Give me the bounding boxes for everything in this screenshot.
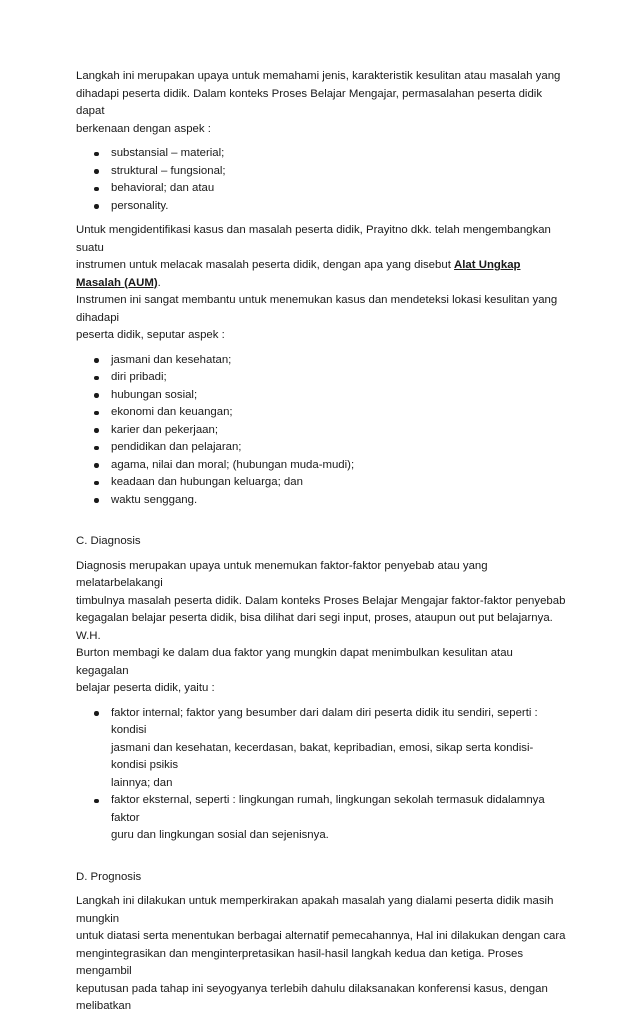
section-heading-diagnosis: C. Diagnosis xyxy=(76,535,141,547)
aspect-list xyxy=(76,145,568,215)
diagnosis-paragraph: Diagnosis merupakan upaya untuk menemukan faktor-faktor penyebab atau yang melatarbelakangi timbulnya masalah peserta didik. Dalam konteks Proses Belajar Mengajar faktor-faktor penyebab kegagalan belajar peserta didik, bisa dilihat dari segi input, proses, ataupun out put belajarnya. W.H. Burton membagi ke dalam dua faktor yang mungkin dapat menimbulkan kesulitan atau kegagalan belajar peserta didik, yaitu : xyxy=(76,559,566,694)
aum-paragraph: Untuk mengidentifikasi kasus dan masalah peserta didik, Prayitno dkk. telah mengembangkan suatu instrumen untuk melacak masalah peserta didik, dengan apa yang disebut Alat Ungkap Masalah (AUM). Instrumen ini sangat membantu untuk menemukan kasus dan mendeteksi lokasi kesulitan yang dihadapi peserta didik, seputar aspek : xyxy=(76,224,558,341)
list-item: personality. xyxy=(76,198,568,216)
list-item: behavioral; dan atau xyxy=(76,180,568,198)
factor-list xyxy=(76,705,568,845)
list-item: pendidikan dan pelajaran; xyxy=(76,439,568,457)
list-item: jasmani dan kesehatan; xyxy=(76,352,568,370)
list-item: diri pribadi; xyxy=(76,369,568,387)
list-item: ekonomi dan keuangan; xyxy=(76,404,568,422)
list-item: hubungan sosial; xyxy=(76,387,568,405)
assessment-intro-paragraph: Langkah ini merupakan upaya untuk memahami jenis, karakteristik kesulitan atau masalah yang dihadapi peserta didik. Dalam konteks Proses Belajar Mengajar, permasalahan peserta didik dapat berkenaan dengan aspek : xyxy=(76,70,561,135)
list-item: waktu senggang. xyxy=(76,492,568,510)
list-item: faktor internal; faktor yang besumber dari dalam diri peserta didik itu sendiri, seperti : kondisi jasmani dan kesehatan, kecerdasan, bakat, kepribadian, emosi, sikap serta kondisi-kondisi psikis lainnya; dan xyxy=(76,705,568,793)
section-heading-prognosis: D. Prognosis xyxy=(76,870,142,883)
aum-aspect-list xyxy=(76,352,568,510)
list-item: karier dan pekerjaan; xyxy=(76,422,568,440)
list-item: faktor eksternal, seperti : lingkungan rumah, lingkungan sekolah termasuk didalamnya faktor guru dan lingkungan sosial dan sejenisnya. xyxy=(76,792,568,845)
document-page xyxy=(76,68,568,1016)
list-item: substansial – material; xyxy=(76,145,568,163)
prognosis-paragraph: Langkah ini dilakukan untuk memperkirakan apakah masalah yang dialami peserta didik masih mungkin untuk diatasi serta menentukan berbagai alternatif pemecahannya, Hal ini dilakukan dengan cara mengintegrasikan dan menginterpretasikan hasil-hasil langkah kedua dan ketiga. Proses mengambil keputusan pada tahap ini seyogyanya terlebih dahulu dilaksanakan konferensi kasus, dengan melibatkan xyxy=(76,895,566,1012)
aum-term: Alat Ungkap Masalah (AUM) xyxy=(76,259,521,289)
list-item: keadaan dan hubungan keluarga; dan xyxy=(76,474,568,492)
list-item: agama, nilai dan moral; (hubungan muda-mudi); xyxy=(76,457,568,475)
list-item: struktural – fungsional; xyxy=(76,163,568,181)
